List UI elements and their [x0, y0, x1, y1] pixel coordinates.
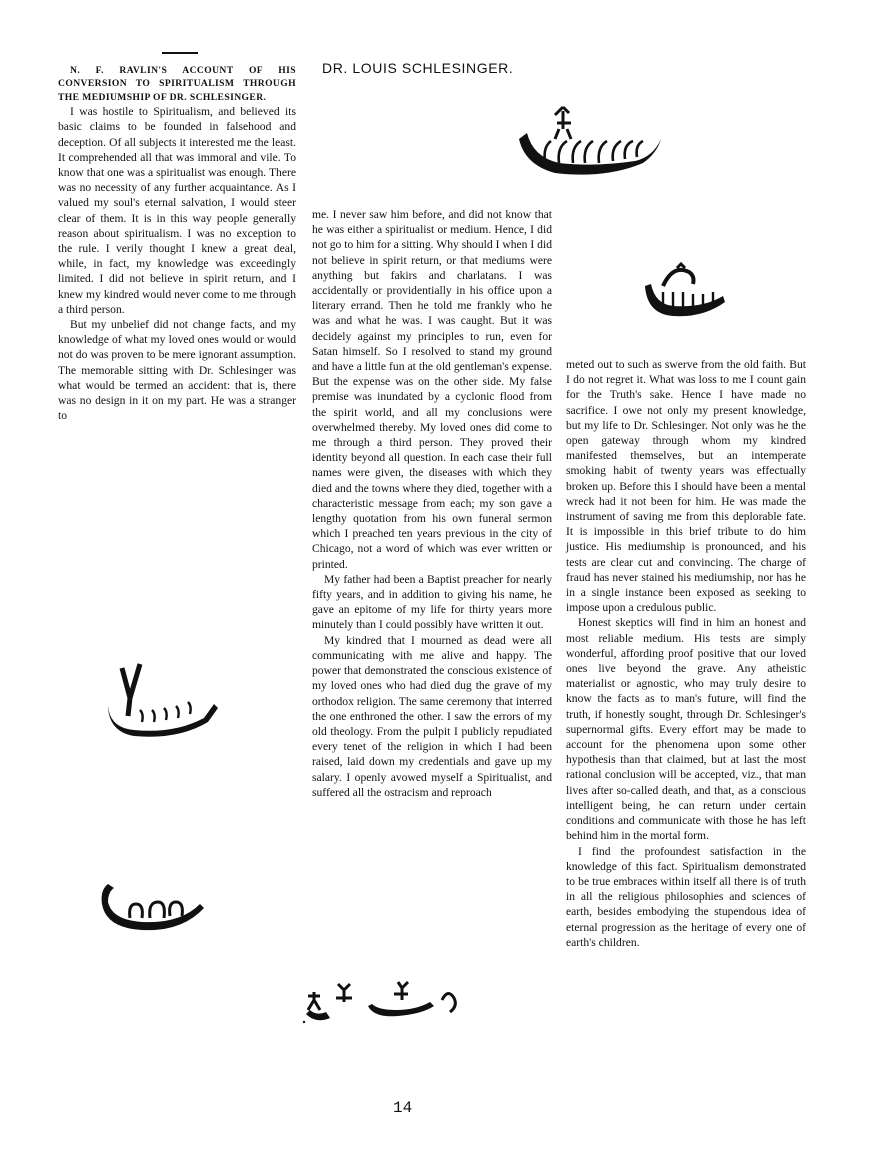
paragraph: I was hostile to Spiritualism, and believed its basic claims to be founded in falsehood and deception. Of all subjects it interested me the least. It comprehended all that was immoral and vile. To know that one was a spiritualist was enough. There was no necessity of any further acquaintance. As I valued my soul's eternal salvation, I would steer clear of them. It is in this way people generally reason about spiritualism. I was no exception to the rule. I verily thought I knew a great deal, while, in fact, my knowledge was exceedingly limited. I did not believe in spirit return, and I knew my kindred would never come to me through a third person. [58, 105, 296, 316]
paragraph: meted out to such as swerve from the old faith. But I do not regret it. What was loss to me I count gain for the Truth's sake. Hence I have made no sacrifice. I owe not only my present knowledge, but my life to Dr. Schlesinger. Not only was he the open gateway through whom my kindred manifested themselves, but an intemperate smoking habit of twenty years was effectually broken up. Before this I should have been a mental wreck had it not been for him. He was made the instrument of saving me from this deplorable fate. It is impossible in this brief tribute to do him justice. His mediumship is pronounced, and his tests are clear cut and convincing. The charge of fraud has never stained his mediumship, nor has he in a single instance been exposed as seeking to impose upon a credulous public. [566, 358, 806, 615]
boat-illustration-icon [515, 103, 665, 183]
paragraph: My father had been a Baptist preacher for nearly fifty years, and in addition to giving his name, he gave an epitome of my life for thirty years more minutely than I could possibly have written it out. [312, 572, 552, 632]
page-title: DR. LOUIS SCHLESINGER. [322, 60, 514, 76]
boat-illustration-icon [102, 660, 222, 745]
page-number: 14 [393, 1099, 413, 1117]
column-1 [58, 64, 296, 423]
paragraph: me. I never saw him before, and did not know that he was either a spiritualist or medium. Hence, I did not go to him for a sitting. Why should I when I did not believe in spirit return, or that mediums were anything but fakirs and charlatans. I was accidentally or providentially in his office upon a literary errand. Then he told me frankly who he was and what he was. I was caught. But it was decidely against my principles to run, even for Satan himself. So I resolved to stand my ground and have a little fun at the old gentleman's expense. But the expense was on the other side. My false premise was inundated by a cyclonic flood from the spirit world, and all my conclusions were overwhelmed thereby. My loved ones did come to me through a third person. They proved their identity beyond all question. In each case their full names were given, the diseases with which they died and the towns where they died, together with a characteristic message from each; my son gave a lengthy quotation from his own funeral sermon which I preached ten years previous in the city of Chicago, not a word of which was ever written or printed. [312, 208, 552, 571]
boat-illustration-icon [643, 262, 729, 322]
boat-illustration-icon [96, 878, 216, 938]
paragraph: I find the profoundest satisfaction in the knowledge of this fact. Spiritualism demonstrated to be true embraces within itself all there is of truth in all the religious philosophies and sciences of earth, besides embodying the stupendous idea of eternal progression as the heritage of every one of earth's children. [566, 844, 806, 949]
column-2 [312, 207, 552, 800]
paragraph: Honest skeptics will find in him an honest and most reliable medium. His tests are simply wonderful, affording proof positive that our loved ones live beyond the grave. Any atheistic materialist or agnostic, who may truly desire to know the facts as to man's future, will find the truth, if honestly sought, through Dr. Schlesinger's supernormal gifts. Every effort may be made to account for the phenomena upon some other hypothesis than that claimed, but at last the most rational conclusion will be accepted, viz., that man lives after so-called death, and that, as a conscious intelligent being, he can return under certain conditions and communicate with those he has left behind him in the mortal form. [566, 616, 806, 843]
boat-illustration-icon [298, 970, 468, 1030]
article-heading: N. F. RAVLIN'S ACCOUNT OF HIS CONVERSION TO SPIRITUALISM THROUGH THE MEDIUMSHIP OF DR. SCHLESINGER. [58, 65, 296, 103]
top-rule [162, 52, 198, 54]
paragraph: My kindred that I mourned as dead were all communicating with me alive and happy. The power that demonstrated the conscious existence of my loved ones who had died dug the grave of my orthodox religion. The same ceremony that interred the one enthroned the other. I saw the errors of my old theology. From the pulpit I publicly repudiated every tenet of the religion in which I had been raised, laid down my credentials and gave up my salary. I openly avowed myself a Spiritualist, and suffered all the ostracism and reproach [312, 633, 552, 799]
paragraph: But my unbelief did not change facts, and my knowledge of what my loved ones would or would not do was proven to be mere ignorant assumption. The memorable sitting with Dr. Schlesinger was what would be termed an accident: that is, there was no design in it on my part. He was a stranger to [58, 318, 296, 423]
column-3 [566, 357, 806, 950]
